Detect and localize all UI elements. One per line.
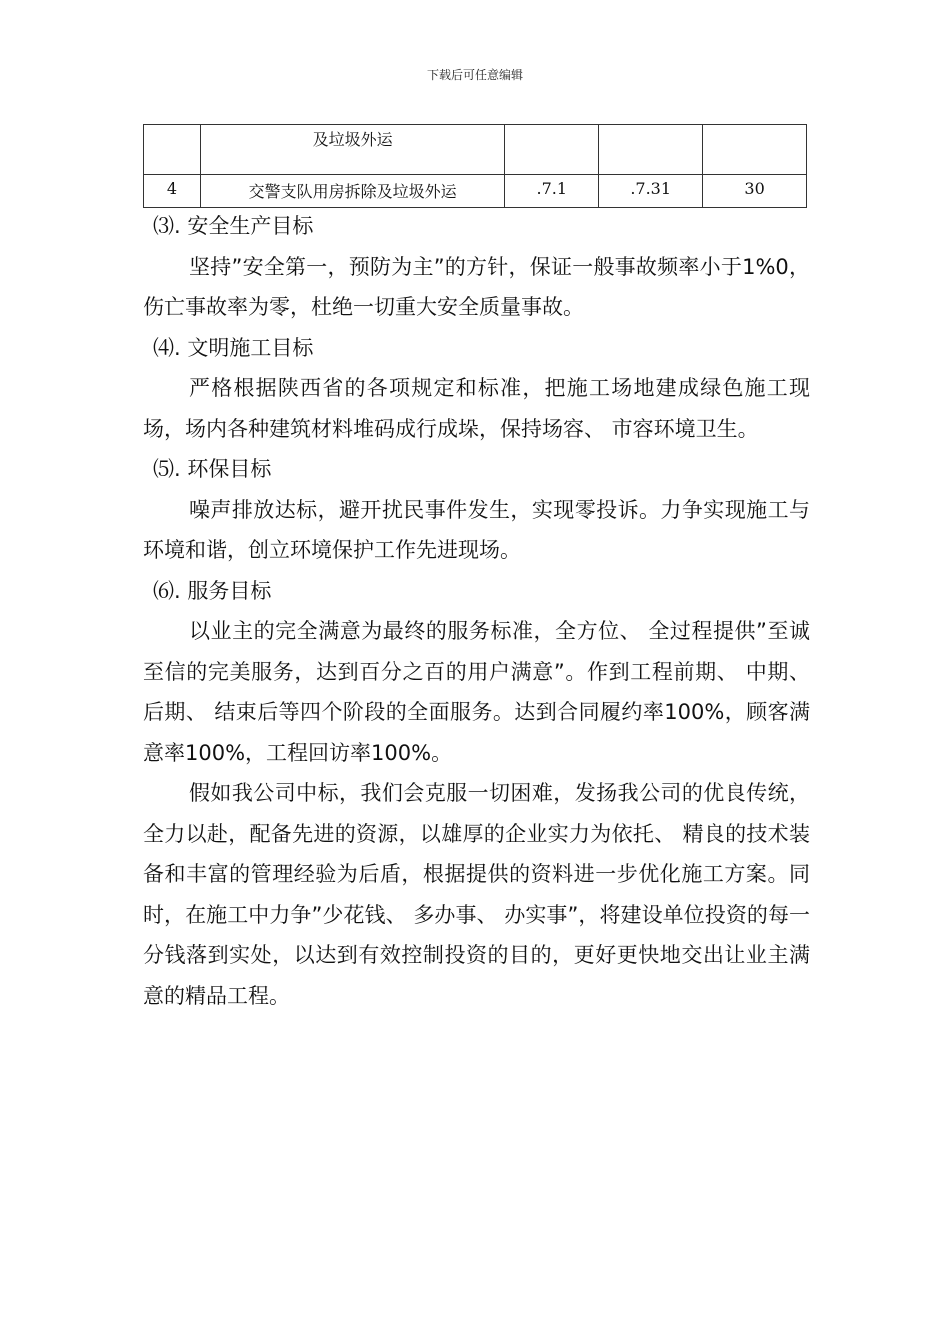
cell-start: .7.1 [505,175,599,208]
table-row [144,125,807,175]
paragraph: 以业主的完全满意为最终的服务标准，全方位、 全过程提供”至诚至信的完美服务，达到百分之百的用户满意”。作到工程前期、 中期、 后期、 结束后等四个阶段的全面服务。达到合同履约率100%，顾客满意率100%，工程回访率100%。 [143,619,810,765]
cell-end [599,125,703,175]
cell-no: 4 [144,175,201,208]
paragraph: 假如我公司中标，我们会克服一切困难，发扬我公司的优良传统，全力以赴，配备先进的资源，以雄厚的企业实力为依托、 精良的技术装备和丰富的管理经验为后盾，根据提供的资料进一步优化施工方案。同时，在施工中力争”少花钱、 多办事、 办实事”，将建设单位投资的每一分钱落到实处，以达到有效控制投资的目的，更好更快地交出让业主满意的精品工程。 [143,781,810,1008]
page-header: 下载后可任意编辑 [426,68,523,82]
section-heading: ⑷. 文明施工目标 [153,335,314,360]
cell-days [703,125,807,175]
paragraph: 严格根据陕西省的各项规定和标准，把施工场地建成绿色施工现场，场内各种建筑材料堆码成行成垛，保持场容、 市容环境卫生。 [143,376,810,441]
cell-name: 交警支队用房拆除及垃圾外运 [200,175,504,208]
cell-name: 及垃圾外运 [200,125,504,175]
section-heading: ⑶. 安全生产目标 [153,214,314,238]
table-row [144,175,807,208]
paragraph: 噪声排放达标，避开扰民事件发生，实现零投诉。力争实现施工与环境和谐，创立环境保护工作先进现场。 [143,497,810,562]
cell-start [505,125,599,175]
section-heading: ⑹. 服务目标 [153,578,272,603]
paragraph: 坚持”安全第一，预防为主”的方针，保证一般事故频率小于1%0，伤亡事故率为零，杜绝一切重大安全质量事故。 [143,254,810,319]
document-body [143,206,810,1016]
cell-days: 30 [703,175,807,208]
cell-no [144,125,201,175]
cell-end: .7.31 [599,175,703,208]
section-heading: ⑸. 环保目标 [153,457,272,481]
schedule-table [143,124,807,208]
